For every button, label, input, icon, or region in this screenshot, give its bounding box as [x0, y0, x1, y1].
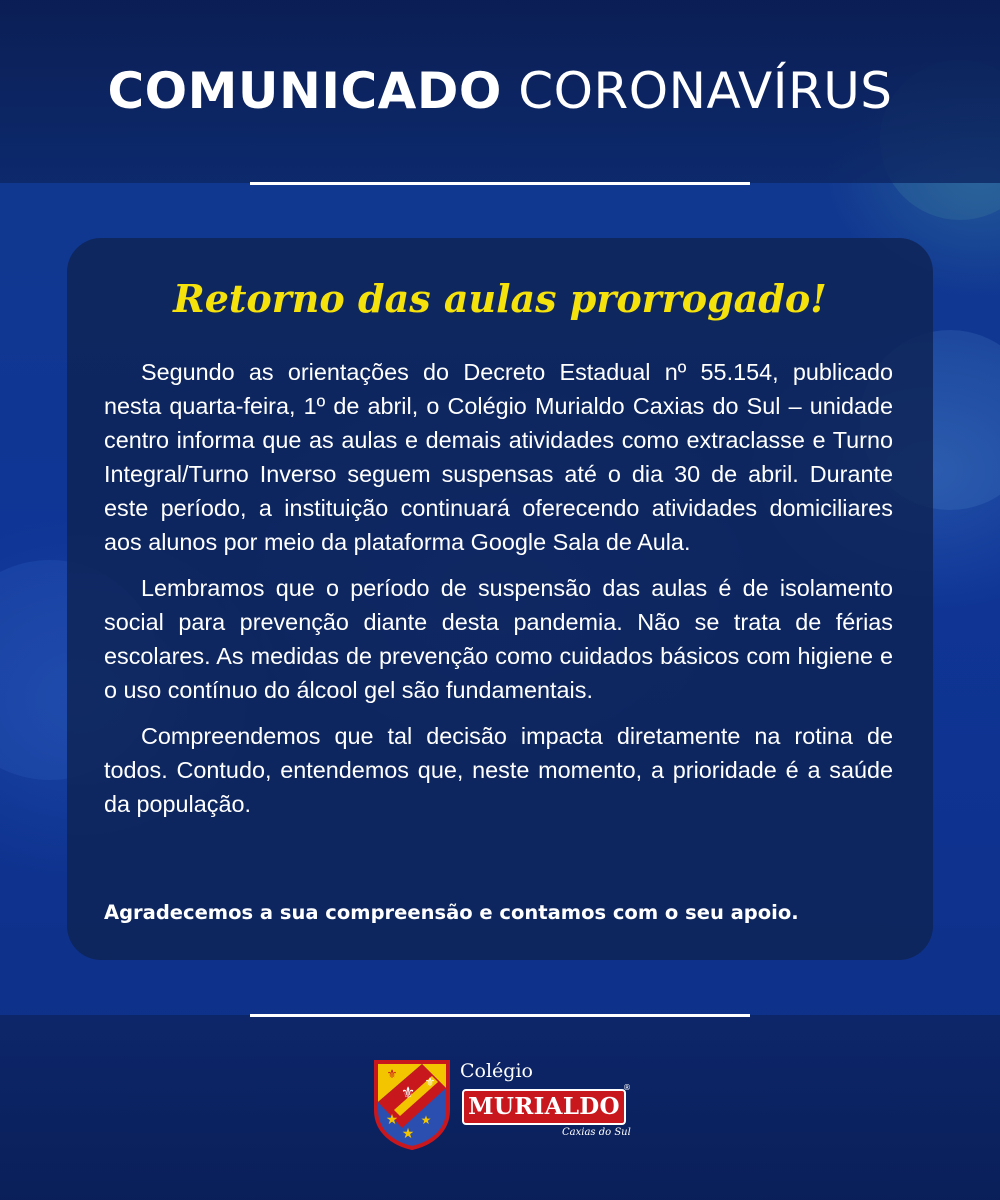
paragraph-3: Compreendemos que tal decisão impacta diretamente na rotina de todos. Contudo, entendemos que, neste momento, a prioridade é a saúde da população. — [104, 723, 893, 817]
svg-text:★: ★ — [401, 1126, 415, 1142]
svg-text:⚜: ⚜ — [400, 1083, 416, 1102]
logo-small-text: Colégio — [460, 1060, 533, 1082]
svg-text:★: ★ — [385, 1112, 399, 1128]
logo-name-plate — [462, 1089, 626, 1125]
registered-mark: ® — [623, 1083, 631, 1092]
page-title — [0, 56, 1000, 126]
logo-city: Caxias do Sul — [562, 1127, 631, 1138]
card-headline: Retorno das aulas prorrogado! — [173, 276, 827, 321]
paragraph-2: Lembramos que o período de suspensão das aulas é de isolamento social para prevenção diante desta pandemia. Não se trata de férias escolares. As medidas de prevenção como cuidados básicos com higiene e o uso contínuo do álcool gel são fundamentais. — [104, 575, 893, 703]
logo-name: MURIALDO — [468, 1093, 620, 1120]
paragraph-1: Segundo as orientações do Decreto Estadual nº 55.154, publicado nesta quarta-feira, 1º de abril, o Colégio Murialdo Caxias do Sul – unidade centro informa que as aulas e demais atividades como extraclasse e Turno Integral/Turno Inverso seguem suspensas até o dia 30 de abril. Durante este período, a instituição continuará oferecendo atividades domiciliares aos alunos por meio da plataforma Google Sala de Aula. — [104, 359, 893, 555]
school-crest-icon — [372, 1058, 452, 1150]
divider-top — [250, 182, 750, 185]
svg-text:⚜: ⚜ — [386, 1067, 398, 1081]
svg-text:⚜: ⚜ — [424, 1075, 436, 1089]
svg-text:★: ★ — [420, 1113, 432, 1127]
divider-bottom — [250, 1014, 750, 1017]
title-bold: COMUNICADO — [107, 62, 502, 120]
closing-message: Agradecemos a sua compreensão e contamos com o seu apoio. — [104, 901, 799, 924]
title-light: CORONAVÍRUS — [518, 62, 893, 120]
school-logo — [372, 1058, 632, 1150]
card-body — [104, 355, 893, 833]
